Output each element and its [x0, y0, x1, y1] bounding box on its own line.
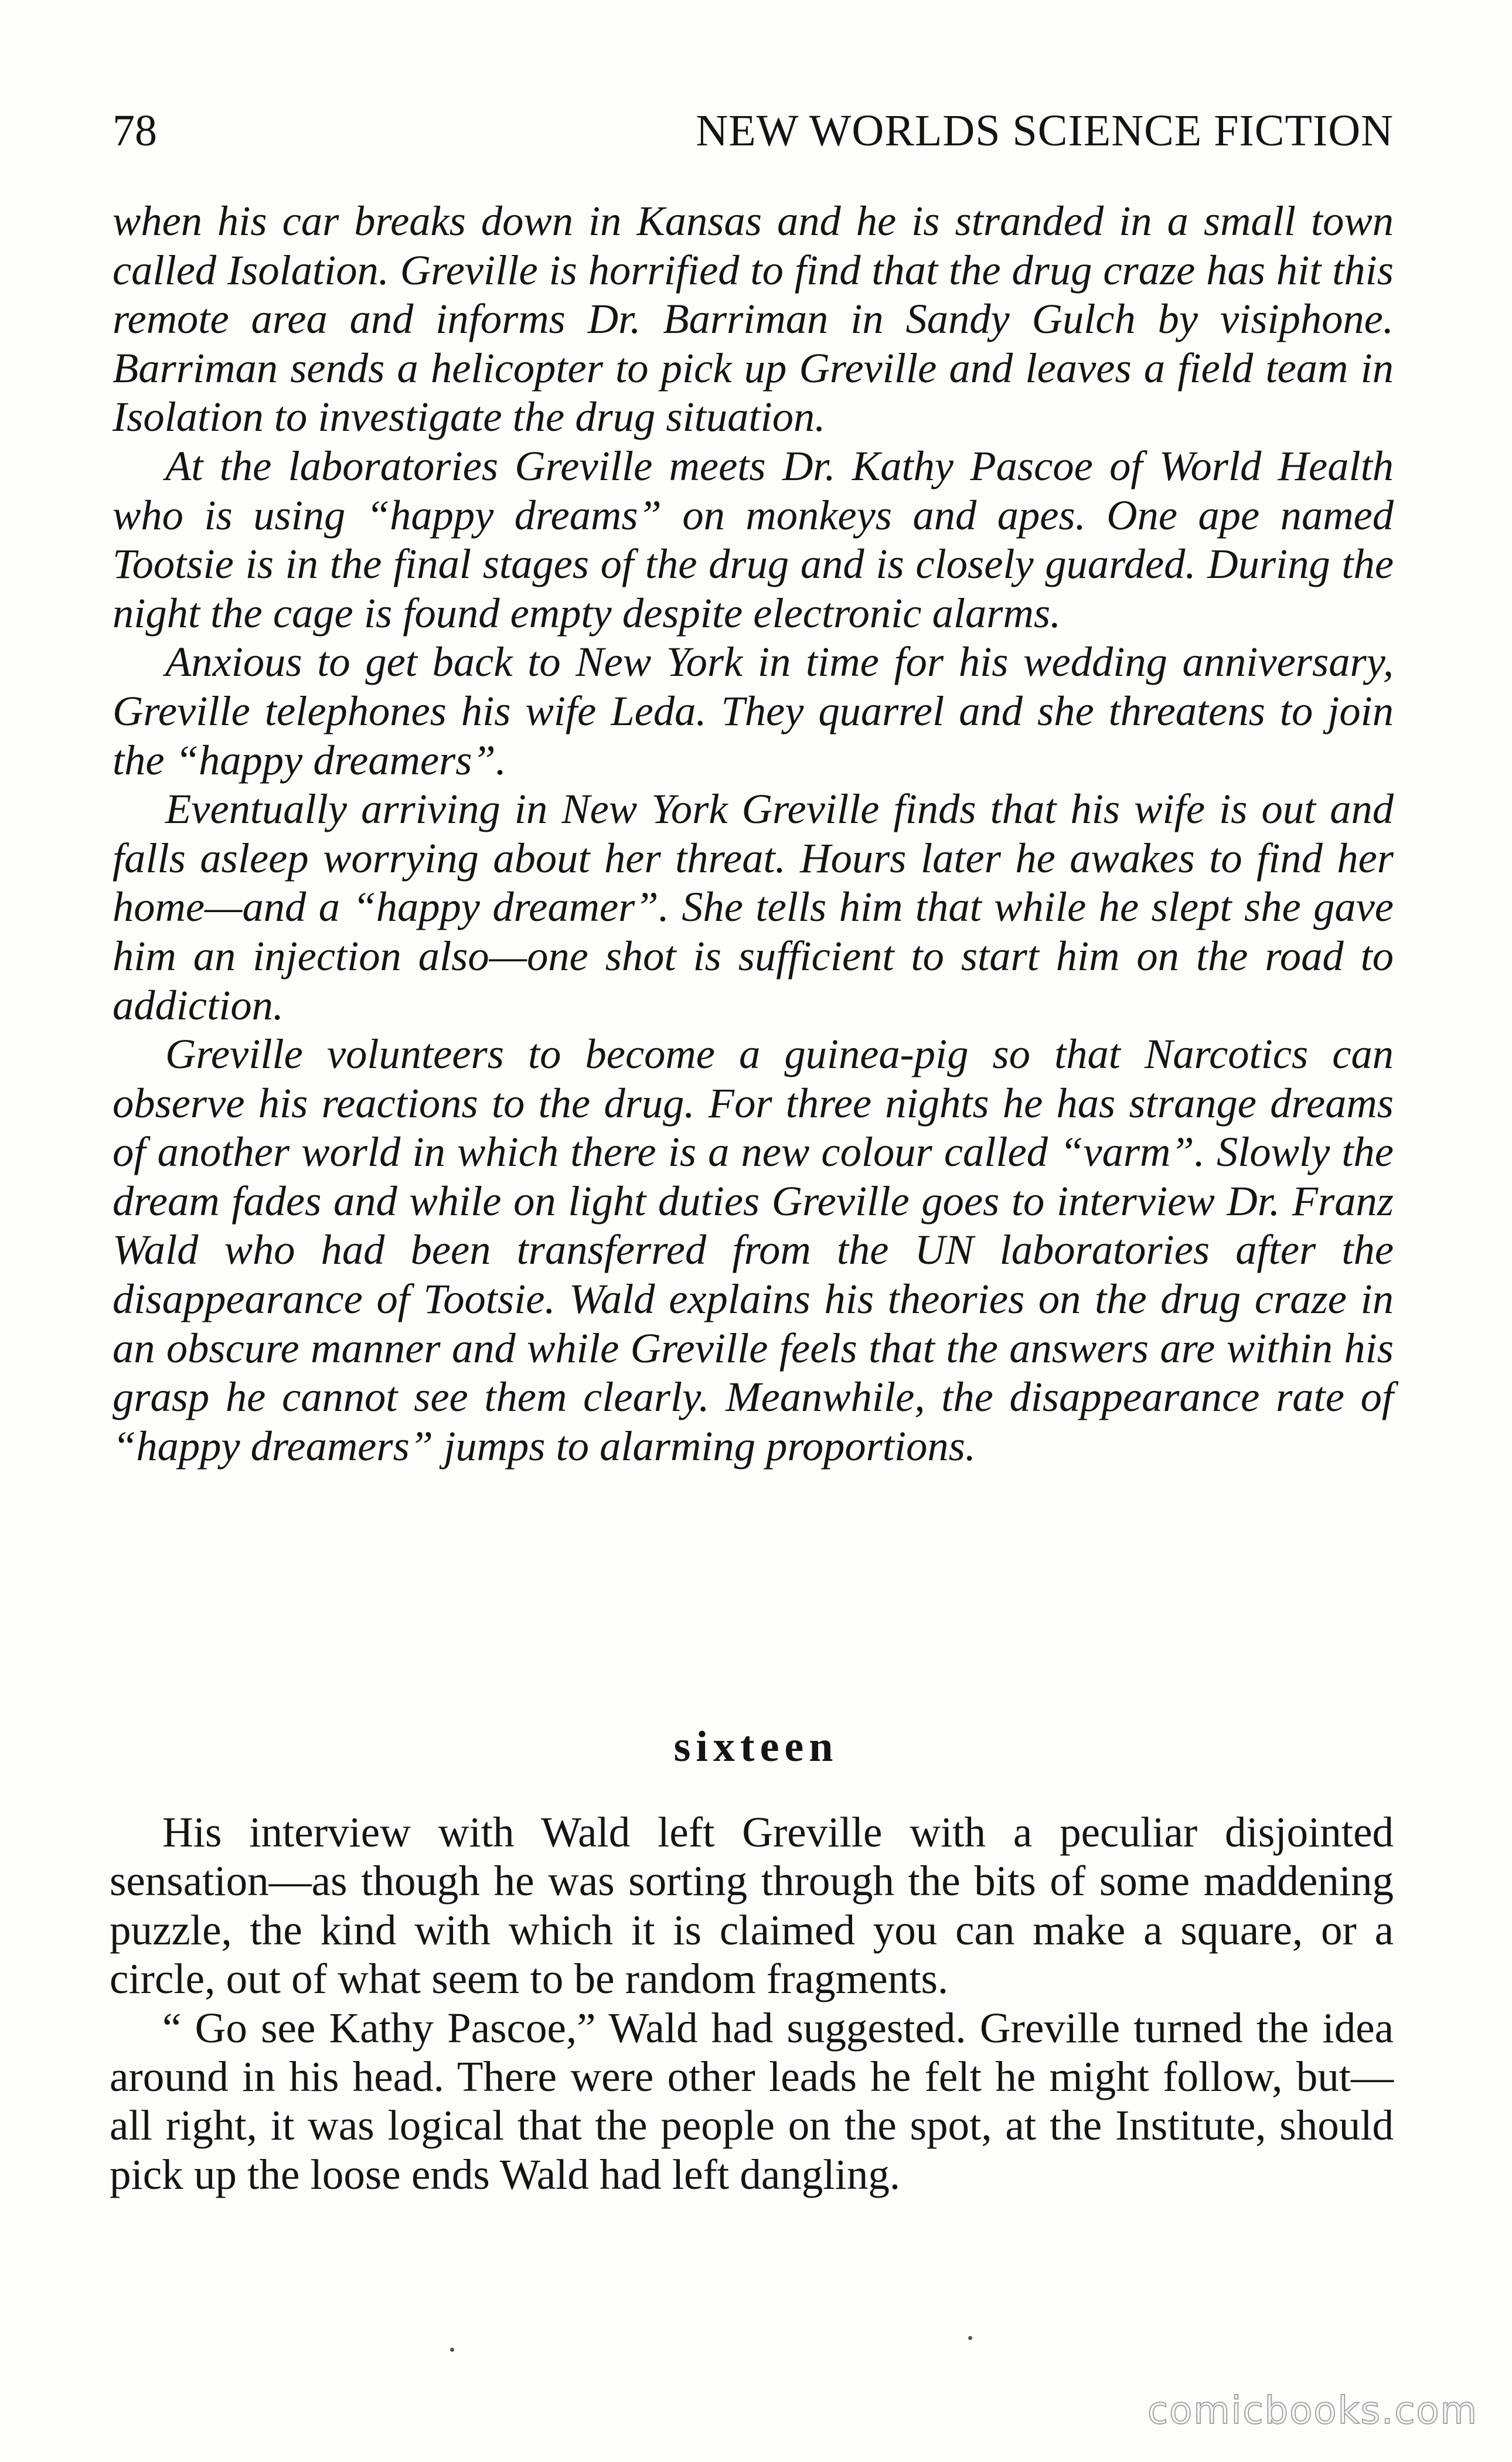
watermark: comicbooks.com [1147, 2389, 1478, 2433]
synopsis-paragraph: when his car breaks down in Kansas and he is stranded in a small town called Isolation. Greville is horrified to find that the drug craze has hit this remote area and informs Dr. Barriman in Sandy Gulch by visiphone. Barriman sends a helicopter to pick up Greville and leaves a field team in Isolation to investigate the drug situation. [113, 197, 1394, 441]
body-paragraph: His interview with Wald left Greville with a peculiar disjointed sensation—as though he was sorting through the bits of some maddening puzzle, the kind with which it is claimed you can make a square, or a circle, out of what seem to be random fragments. [110, 1808, 1394, 2003]
running-header [113, 98, 1394, 163]
synopsis-paragraph: Eventually arriving in New York Greville finds that his wife is out and falls asleep worrying about her threat. Hours later he awakes to find her home—and a “happy dreamer”. She tells him that while he slept she gave him an injection also—one shot is sufficient to start him on the road to addiction. [113, 785, 1394, 1029]
synopsis [113, 196, 1394, 1470]
chapter-heading: sixteen [673, 1723, 839, 1771]
body-paragraph: “ Go see Kathy Pascoe,” Wald had suggested. Greville turned the idea around in his head. There were other leads he felt he might follow, but—all right, it was logical that the people on the spot, at the Institute, should pick up the loose ends Wald had left dangling. [110, 2004, 1394, 2198]
print-speck [968, 2336, 972, 2340]
page-number: 78 [113, 106, 157, 155]
chapter-body [110, 1808, 1394, 2199]
synopsis-paragraph: Anxious to get back to New York in time for his wedding anniversary, Greville telephones his wife Leda. They quarrel and she threatens to join the “happy dreamers”. [113, 638, 1394, 784]
running-title: NEW WORLDS SCIENCE FICTION [696, 106, 1394, 155]
synopsis-paragraph: At the laboratories Greville meets Dr. Kathy Pascoe of World Health who is using “happy dreams” on monkeys and apes. One ape named Tootsie is in the final stages of the drug and is closely guarded. During the night the cage is found empty despite electronic alarms. [113, 441, 1394, 637]
print-speck [450, 2348, 454, 2352]
synopsis-paragraph: Greville volunteers to become a guinea-pig so that Narcotics can observe his reactions to the drug. For three nights he has strange dreams of another world in which there is a new colour called “varm”. Slowly the dream fades and while on light duties Greville goes to interview Dr. Franz Wald who had been transferred from the UN laboratories after the disappearance of Tootsie. Wald explains his theories on the drug craze in an obscure manner and while Greville feels that the answers are within his grasp he cannot see them clearly. Meanwhile, the disappearance rate of “happy dreamers” jumps to alarming proportions. [113, 1030, 1394, 1470]
